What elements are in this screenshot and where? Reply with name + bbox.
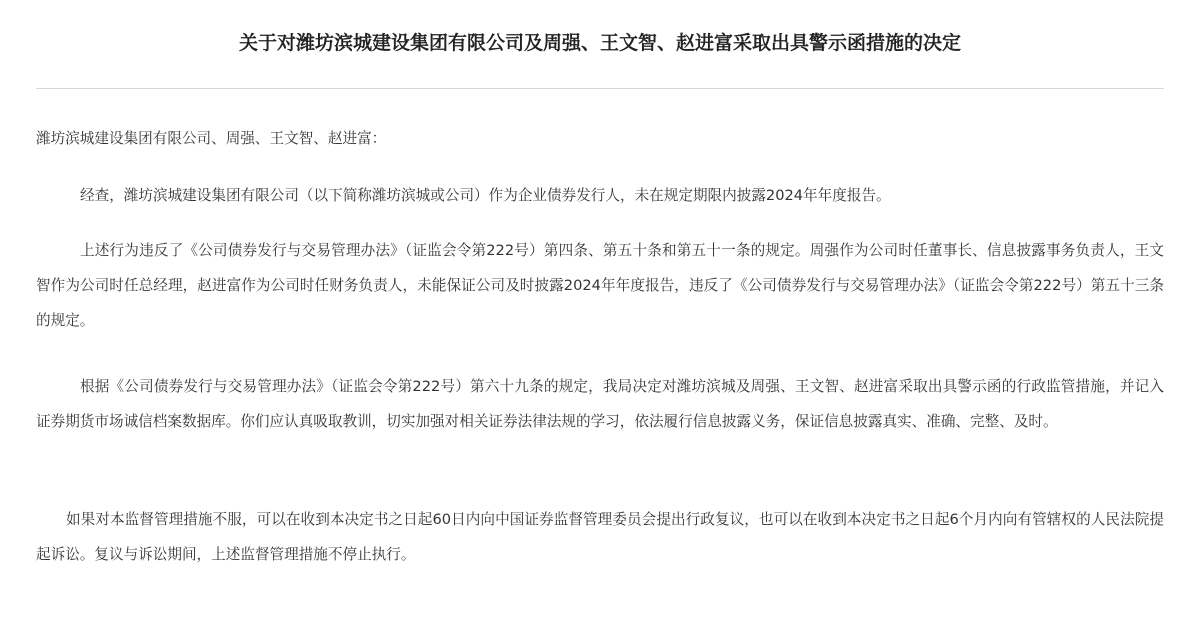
paragraph-decision: 根据《公司债券发行与交易管理办法》（证监会令第222号）第六十九条的规定，我局决定对潍坊滨城及周强、王文智、赵进富采取出具警示函的行政监管措施，并记入证券期货市场诚信档案数据库。你们应认真吸取教训，切实加强对相关证券法律法规的学习，依法履行信息披露义务，保证信息披露真实、准确、完整、及时。 [36, 378, 1164, 430]
document-title: 关于对潍坊滨城建设集团有限公司及周强、王文智、赵进富采取出具警示函措施的决定 [238, 32, 961, 54]
paragraph-appeal-rights: 如果对本监督管理措施不服，可以在收到本决定书之日起60日内向中国证券监督管理委员会提出行政复议，也可以在收到本决定书之日起6个月内向有管辖权的人民法院提起诉讼。复议与诉讼期间，上述监督管理措施不停止执行。 [36, 511, 1164, 563]
paragraph-violations: 上述行为违反了《公司债券发行与交易管理办法》（证监会令第222号）第四条、第五十条和第五十一条的规定。周强作为公司时任董事长、信息披露事务负责人，王文智作为公司时任总经理，赵进富作为公司时任财务负责人，未能保证公司及时披露2024年年度报告，违反了《公司债券发行与交易管理办法》（证监会令第222号）第五十三条的规定。 [36, 242, 1164, 329]
addressee-line: 潍坊滨城建设集团有限公司、周强、王文智、赵进富： [36, 130, 387, 147]
paragraph-findings: 经查，潍坊滨城建设集团有限公司（以下简称潍坊滨城或公司）作为企业债券发行人，未在规定期限内披露2024年年度报告。 [80, 187, 891, 204]
title-divider [36, 88, 1164, 89]
